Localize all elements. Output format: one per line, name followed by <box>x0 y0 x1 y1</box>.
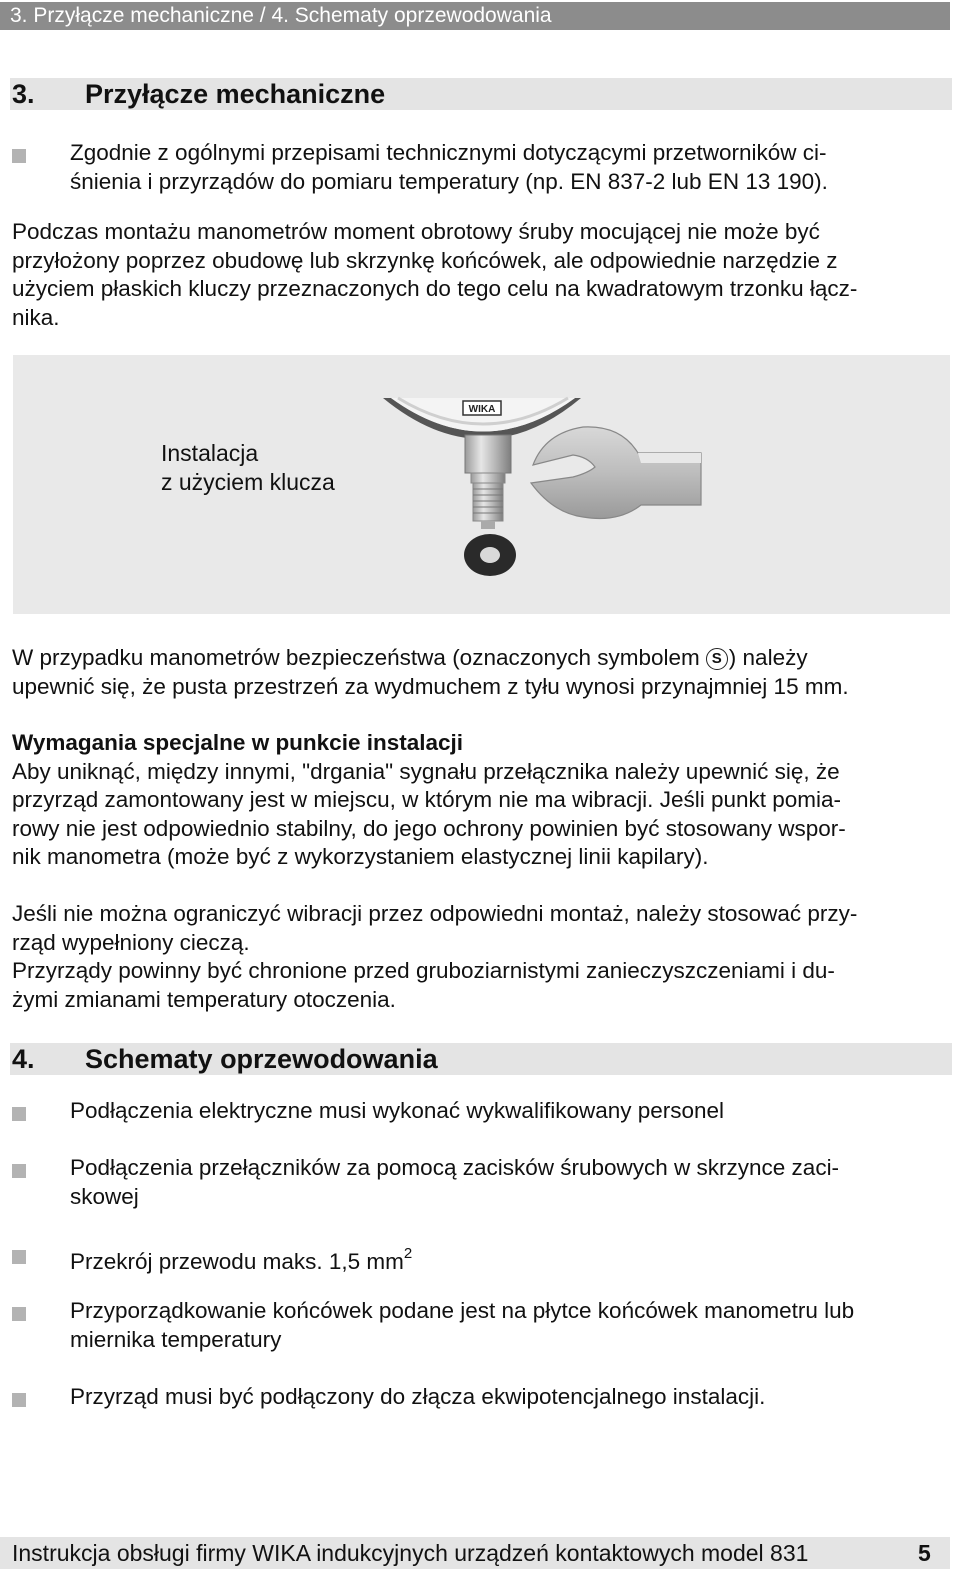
text-line: miernika temperatury <box>70 1326 282 1352</box>
text-line <box>12 644 849 673</box>
text-line: Przyrządy powinny być chronione przed gruboziarnistymi zanieczyszczeniami i du- <box>12 958 835 984</box>
vibration-paragraph <box>12 900 857 1014</box>
text-line: rząd wypełniony cieczą. <box>12 929 250 955</box>
gauge-stem <box>465 435 511 529</box>
text-line <box>70 1240 412 1277</box>
special-requirements-block <box>12 729 846 872</box>
bullet-square-icon <box>12 1107 26 1121</box>
bullet-square-icon <box>12 1164 26 1178</box>
text-line: Podłączenia przełączników za pomocą zacisków śrubowych w skrzynce zaci- <box>70 1155 840 1180</box>
text-line: przyrząd zamontowany jest w miejscu, w którym nie ma wibracji. Jeśli punkt pomia- <box>12 787 842 813</box>
mounting-torque-paragraph <box>12 218 857 332</box>
section-3-number: 3. <box>12 79 35 109</box>
page-footer <box>0 1537 950 1569</box>
text-line: Przyrząd musi być podłączony do złącza ekwipotencjalnego instalacji. <box>70 1384 766 1409</box>
page-header-title: 3. Przyłącze mechaniczne / 4. Schematy oprzewodowania <box>10 4 552 27</box>
text-line: śnienia i przyrządów do pomiaru temperatury (np. EN 837-2 lub EN 13 190). <box>70 168 828 194</box>
section-3-title: Przyłącze mechaniczne <box>85 79 386 109</box>
superscript: 2 <box>403 1245 413 1262</box>
figure-caption-line: Instalacja <box>161 440 259 466</box>
wika-logo <box>463 401 501 415</box>
footer-title: Instrukcja obsługi firmy WIKA indukcyjnych urządzeń kontaktowych model 831 <box>12 1540 809 1566</box>
text-line: skowej <box>70 1183 139 1209</box>
section-3-heading <box>10 78 952 110</box>
safety-gauge-paragraph <box>12 644 849 701</box>
bullet-square-icon <box>12 149 26 163</box>
page-number: 5 <box>918 1540 931 1566</box>
special-requirements-heading: Wymagania specjalne w punkcie instalacji <box>12 730 464 755</box>
wika-logo-text: WIKA <box>468 404 496 415</box>
page-header <box>0 2 950 30</box>
open-end-wrench <box>531 427 701 519</box>
bullet-square-icon <box>12 1307 26 1321</box>
section-4-title: Schematy oprzewodowania <box>85 1044 438 1074</box>
gauge-and-wrench-illustration <box>13 355 950 614</box>
wiring-bullet-terminal-assignment <box>70 1297 854 1354</box>
text-line: Podczas montażu manometrów moment obrotowy śruby mocującej nie może być <box>12 219 820 244</box>
figure-caption-line: z użyciem klucza <box>161 469 335 495</box>
section-4-number: 4. <box>12 1044 35 1074</box>
sealing-washer <box>464 534 516 576</box>
section-4-heading <box>10 1043 952 1075</box>
text-line: upewnić się, że pusta przestrzeń za wydmuchem z tyłu wynosi przynajmniej 15 mm. <box>12 673 849 699</box>
bullet-square-icon <box>12 1393 26 1407</box>
standards-bullet-text <box>70 139 828 196</box>
bullet-square-icon <box>12 1250 26 1264</box>
wiring-bullet-terminals <box>70 1154 839 1211</box>
wiring-bullet-personnel <box>70 1097 724 1126</box>
text-line: Podłączenia elektryczne musi wykonać wykwalifikowany personel <box>70 1098 725 1123</box>
text-line: Aby uniknąć, między innymi, "drgania" sygnału przełącznika należy upewnić się, że <box>12 758 840 784</box>
wiring-bullet-cross-section <box>70 1240 412 1277</box>
text-line: przyłożony poprzez obudowę lub skrzynkę końcówek, ale odpowiednie narzędzie z <box>12 247 838 273</box>
text-line: użyciem płaskich kluczy przeznaczonych do tego celu na kwadratowym trzonku łącz- <box>12 276 858 302</box>
text-line: Jeśli nie można ograniczyć wibracji przez odpowiedni montaż, należy stosować przy- <box>12 901 858 926</box>
text-line: nik manometra (może być z wykorzystaniem elastycznej linii kapilary). <box>12 844 709 870</box>
text-line-part: W przypadku manometrów bezpieczeństwa (oznaczonych symbolem <box>12 645 700 670</box>
text-line: żymi zmianami temperatury otoczenia. <box>12 986 396 1012</box>
safety-s-symbol-icon: S <box>706 648 728 670</box>
text-line: nika. <box>12 304 60 330</box>
text-line: Zgodnie z ogólnymi przepisami technicznymi dotyczącymi przetworników ci- <box>70 140 827 165</box>
text-line: Przyporządkowanie końcówek podane jest na płytce końcówek manometru lub <box>70 1298 855 1323</box>
text-line-part: ) należy <box>728 645 808 670</box>
wiring-bullet-equipotential <box>70 1383 765 1412</box>
text-line-part: Przekrój przewodu maks. 1,5 mm <box>70 1249 404 1274</box>
text-line: rowy nie jest odpowiednio stabilny, do jego ochrony powinien być stosowany wspor- <box>12 815 846 841</box>
wrench-installation-figure <box>13 355 950 614</box>
